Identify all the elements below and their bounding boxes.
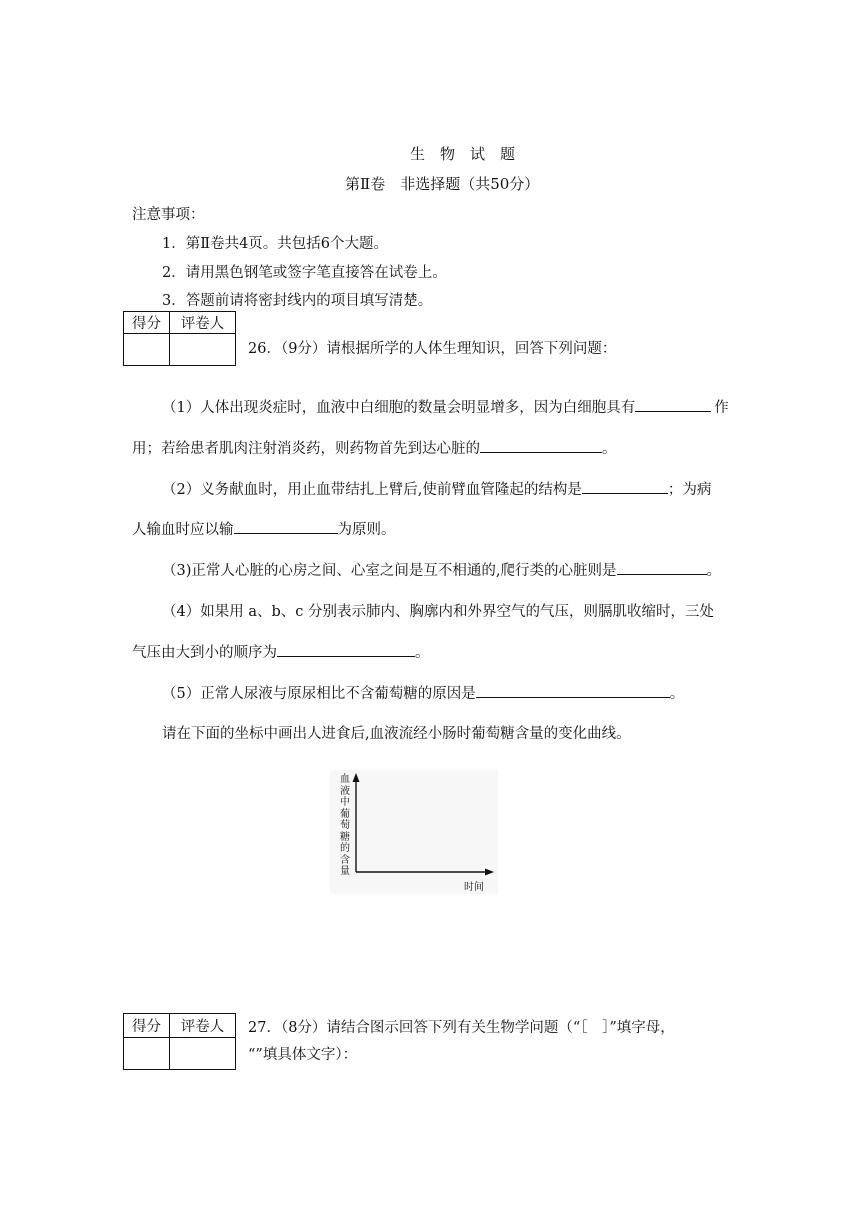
q26-part2-text2: 人输血时应以输 <box>132 522 234 538</box>
grader-label: 评卷人 <box>170 312 236 334</box>
q26-stem: 26．（9分）请根据所学的人体生理知识，回答下列问题： <box>248 341 617 357</box>
q26-part4-line1: （4）如果用 a、b、c 分别表示肺内、胸廓内和外界空气的气压，则膈肌收缩时，三处 <box>162 604 714 620</box>
answer-blank[interactable] <box>476 683 670 698</box>
answer-blank[interactable] <box>582 479 668 494</box>
grader-label: 评卷人 <box>170 1014 236 1038</box>
score-box-q26 <box>123 311 236 366</box>
q26-part1-text-end: 作 <box>714 400 729 416</box>
y-axis-label: 血液中葡萄糖的含量 <box>340 774 350 877</box>
q27-stem-line1: 27．（8分）请结合图示回答下列有关生物学问题（“［ ］”填字母， <box>248 1020 675 1036</box>
q26-part5-text: （5）正常人尿液与原尿相比不含葡萄糖的原因是 <box>162 686 476 702</box>
q26-part1-line2 <box>132 437 617 458</box>
q26-part2-line2 <box>132 518 396 539</box>
note-item-1: 1．第Ⅱ卷共4页。共包括6个大题。 <box>162 236 389 252</box>
q26-part5 <box>162 682 684 703</box>
q26-graph-instruction: 请在下面的坐标中画出人进食后,血液流经小肠时葡萄糖含量的变化曲线。 <box>162 726 631 742</box>
q26-part3-text: （3)正常人心脏的心房之间、心室之间是互不相通的,爬行类的心脏则是 <box>162 563 617 579</box>
exam-title: 生 物 试 题 <box>410 145 516 163</box>
q27-stem-line2: “”填具体文字）： <box>248 1047 358 1063</box>
score-cell[interactable] <box>124 334 170 366</box>
q26-part5-period: 。 <box>669 686 685 702</box>
q26-part3 <box>162 559 721 580</box>
q26-part1-period: 。 <box>602 441 617 457</box>
note-item-3: 3．答题前请将密封线内的项目填写清楚。 <box>162 293 433 309</box>
score-label: 得分 <box>124 312 170 334</box>
answer-blank[interactable] <box>234 519 338 534</box>
answer-blank[interactable] <box>480 438 602 453</box>
answer-blank[interactable] <box>635 397 711 412</box>
score-label: 得分 <box>124 1014 170 1038</box>
q26-part2-text-end: ；为病 <box>667 482 712 498</box>
q26-part2-text: （2）义务献血时，用止血带结扎上臂后,使前臂血管隆起的结构是 <box>162 482 582 498</box>
q26-part2-line1 <box>162 478 711 499</box>
q26-part4-line2 <box>132 641 430 662</box>
note-item-2: 2．请用黑色钢笔或签字笔直接答在试卷上。 <box>162 265 447 281</box>
q26-part4-text: 气压由大到小的顺序为 <box>132 645 277 661</box>
score-box-q27 <box>123 1013 236 1070</box>
q26-part1-line1 <box>162 396 729 417</box>
answer-blank[interactable] <box>617 560 707 575</box>
grader-cell[interactable] <box>170 1038 236 1070</box>
q26-part3-period: 。 <box>706 563 721 579</box>
x-axis-label: 时间 <box>464 882 484 893</box>
section-subtitle: 第Ⅱ卷 非选择题（共50分） <box>345 175 540 193</box>
notes-heading: 注意事项： <box>132 207 205 223</box>
q26-part2-text2-end: 为原则。 <box>337 522 396 538</box>
q26-part4-period: 。 <box>415 645 430 661</box>
q26-part1-text: （1）人体出现炎症时，血液中白细胞的数量会明显增多，因为白细胞具有 <box>162 400 636 416</box>
graph-axes <box>330 770 498 894</box>
q26-part1-text2: 用；若给患者肌肉注射消炎药，则药物首先到达心脏的 <box>132 441 480 457</box>
glucose-graph[interactable] <box>330 770 498 894</box>
grader-cell[interactable] <box>170 334 236 366</box>
answer-blank[interactable] <box>277 642 415 657</box>
score-cell[interactable] <box>124 1038 170 1070</box>
